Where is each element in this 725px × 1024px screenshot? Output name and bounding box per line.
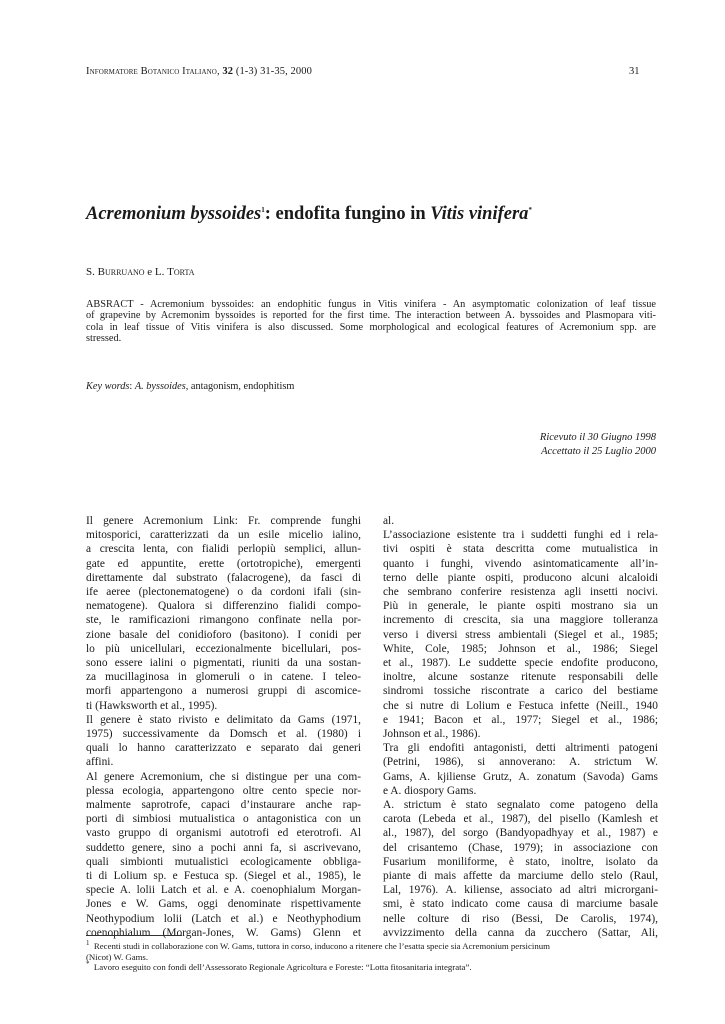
footnotes <box>86 941 656 973</box>
body-text-line: ste, le ramificazioni rimangono confinate nella por- <box>86 614 361 627</box>
body-text-line: verso i diversi stress ambientali (Siegel et al., 1985; <box>383 628 658 641</box>
abstract-line: cola in leaf tissue of Vitis vinifera is also discussed. Some morphological and ecological features of Acremonium spp. are <box>86 321 656 333</box>
body-text-line: Al genere Acremonium, che si distingue per una com- <box>86 770 361 783</box>
journal-name: Informatore Botanico Italiano, <box>86 66 220 77</box>
keywords <box>86 381 294 392</box>
footnote-2-mark: * <box>86 960 90 969</box>
received-date: Ricevuto il 30 Giugno 1998 <box>539 432 656 443</box>
author-1-initial: S. <box>86 266 98 278</box>
abstract-line: ABSRACT - Acremonium byssoides: an endophitic fungus in Vitis vinifera - An asymptomatic colonization of leaf tissue <box>86 299 656 310</box>
footnote-1-mark: 1 <box>86 939 90 948</box>
title-footnote-mark-2: * <box>528 205 532 214</box>
footnote-1-line: (Nicot) W. Gams. <box>86 951 149 962</box>
body-text-line: porti di simbiosi mutualistica o antagonistica con un <box>86 813 361 826</box>
body-text-line: L’associazione esistente tra i suddetti funghi ed i rela- <box>383 529 658 542</box>
body-text-line: del crisantemo (Chase, 1979); in associazione con <box>383 841 658 854</box>
footnote-divider <box>86 935 182 936</box>
body-text-line: quali lo hanno caratterizzato e separato dai generi <box>86 742 361 755</box>
title-text: : endofita fungino in <box>264 204 431 224</box>
body-text-line: e A. diospory Gams. <box>383 784 477 797</box>
body-text-line: direttamente dal substrato (falacrogene), da fasci di <box>86 571 361 584</box>
body-text-line: White, Cole, 1985; Johnson et al., 1986; Siegel <box>383 642 658 655</box>
body-text-line: Più in generale, le piante ospiti mostrano sia un <box>383 600 658 613</box>
accepted-date: Accettato il 25 Luglio 2000 <box>541 446 656 457</box>
body-text-line: sindromi tossiche riscontrate a carico del bestiame <box>383 685 658 698</box>
body-text-line: nematogene). Qualora si differenzino fialidi compo- <box>86 600 361 613</box>
author-1-surname: Burruano <box>97 266 145 278</box>
body-text-line: Johnson et al., 1986). <box>383 728 481 741</box>
body-text-line: Il genere Acremonium Link: Fr. comprende funghi <box>86 515 361 527</box>
body-text-line: suddetto genere, sino a pochi anni fa, si ascrivevano, <box>86 841 361 854</box>
body-text-line: nelle colture di riso (Bessi, De Carolis, 1974), <box>383 912 658 925</box>
body-text-line: Tra gli endofiti antagonisti, detti altrimenti patogeni <box>383 742 658 755</box>
body-text-line: Neothypodium lolii (Latch et al.) e Neothyphodium <box>86 912 361 925</box>
issue-pages: (1-3) 31-35, 2000 <box>235 66 312 77</box>
body-text-line: gate ed appuntite, erette (ortotropiche), emergenti <box>86 557 361 570</box>
title-species-2: Vitis vinifera <box>430 204 529 224</box>
body-text-line: che sembrano conferire resistenza agli insetti nocivi. <box>383 586 658 599</box>
body-text-line: za mucillaginosa in glomeruli o in catene. I teleo- <box>86 671 361 684</box>
author-conjunction: e L. <box>144 266 168 278</box>
body-text-line: affini. <box>86 756 114 769</box>
keywords-species: A. byssoides <box>134 381 186 392</box>
volume-number: 32 <box>222 66 234 77</box>
body-text-line: avvizzimento della canna da zucchero (Sattar, Ali, <box>383 926 658 939</box>
body-text-line: ife aeree (plectonematogene) o da cordoni ifali (sin- <box>86 586 361 599</box>
body-text-line: Gams, A. kjiliense Grutz, A. zonatum (Savoda) Gams <box>383 770 658 783</box>
keywords-rest: , antagonism, endophitism <box>185 381 295 392</box>
body-text-line: tivi ospiti è stata descritta come mutualistica in <box>383 543 658 556</box>
body-text-line: terno delle piante ospiti, producono alcuni alcaloidi <box>383 571 658 584</box>
body-text-line: lo più unicellulari, eccezionalmente bicellulari, pos- <box>86 642 361 655</box>
abstract-line: stressed. <box>86 332 122 344</box>
body-text-line: Lal, 1976). A. kiliense, associato ad altri microrgani- <box>383 884 658 897</box>
body-text-line: Il genere è stato rivisto e delimitato da Gams (1971, <box>86 713 361 726</box>
body-left-column <box>86 514 361 940</box>
body-text-line: vasto gruppo di organismi autotrofi ed eterotrofi. Al <box>86 827 361 840</box>
body-right-column <box>383 514 658 940</box>
received-dates <box>540 431 656 459</box>
body-text-line: coenophialum (Morgan-Jones, W. Gams) Glenn et <box>86 926 361 939</box>
keywords-colon: : <box>129 381 135 392</box>
body-text-line: A. strictum è stato segnalato come patogeno della <box>383 799 658 812</box>
page-number: 31 <box>629 66 640 77</box>
body-text-line: malmente saprotrofe, capaci d’instaurare anche rap- <box>86 799 361 812</box>
body-text-line: che si nutre di Lolium e Festuca infette (Neill., 1940 <box>383 699 658 712</box>
footnote-1-line: Recenti studi in collaborazione con W. Gams, tuttora in corso, inducono a ritenere che l’esatta specie sia Acremonium persicinum <box>93 941 550 951</box>
body-text-line: 1975) successivamente da Domsch et al. (1980) i <box>86 728 361 741</box>
title-footnote-mark-1: 1 <box>261 205 265 214</box>
body-text-line: morfi appartengono a numerosi gruppi di ascomice- <box>86 685 361 698</box>
body-text-line: inoltre, alcune sostanze ritenute responsabili delle <box>383 671 658 684</box>
body-text-line: ti (Hawksworth et al., 1995). <box>86 699 218 712</box>
body-text-line: quanto i funghi, vivendo asintomaticamente all’in- <box>383 557 658 570</box>
body-text-line: carota (Lebeda et al., 1987), del pisello (Kamlesh et <box>383 813 658 826</box>
body-text-line: e 1941; Bacon et al., 1977; Siegel et al., 1986; <box>383 713 658 726</box>
body-text-line: Fusarium moniliforme, è stato, inoltre, isolato da <box>383 855 658 868</box>
footnote-2-text: Lavoro eseguito con fondi dell’Assessorato Regionale Agricoltura e Foreste: “Lotta fitosanitaria integrata”. <box>93 962 472 973</box>
body-text-line: piante di mais affette da marciume dello stelo (Raul, <box>383 870 658 883</box>
body-text-line: mitosporici, caratterizzati da un esile micelio ialino, <box>86 529 361 542</box>
footnote-2 <box>86 962 656 973</box>
body-text-line: a crescita lenta, con fialidi perlopiù semplici, allun- <box>86 543 361 556</box>
body-text-line: al., 1987), del sorgo (Bandyopadhyay et al., 1987) e <box>383 827 658 840</box>
body-text-line: quali simbionti mutualistici ecologicamente obbliga- <box>86 855 361 868</box>
body-text-line: al. <box>383 515 395 527</box>
keywords-label: Key words <box>86 381 130 392</box>
authors <box>86 266 195 278</box>
body-text-line: specie A. lolii Latch et al. e A. coenophialum Morgan- <box>86 884 361 897</box>
body-text-line: et al., 1987). Le suddette specie endofite producono, <box>383 657 658 670</box>
footnote-1 <box>86 941 656 962</box>
title-species-1: Acremonium byssoides <box>86 204 262 224</box>
body-text-line: zione basale del conidioforo (basitono). I conidi per <box>86 628 361 641</box>
abstract <box>86 299 656 344</box>
body-text-line: (Petrini, 1986), si annoverano: A. strictum W. <box>383 756 658 769</box>
article-title <box>86 204 646 225</box>
body-text-line: smi, è stato indicato come causa di marciume basale <box>383 898 658 911</box>
body-text-line: incremento di crescita, sia una maggiore tolleranza <box>383 614 658 627</box>
body-text-line: ti di Lolium sp. e Festuca sp. (Siegel et al., 1985), le <box>86 870 361 883</box>
abstract-line: of grapevine by Acremonim byssoides is reported for the first time. The interaction between A. byssoides and Plasmopara viti- <box>86 310 656 322</box>
author-2-surname: Torta <box>167 266 195 278</box>
running-head <box>86 66 312 77</box>
body-text-line: sono essere ialini o pigmentati, riuniti da una sostan- <box>86 657 361 670</box>
body-text-line: Jones e W. Gams, oggi denominate rispettivamente <box>86 898 361 911</box>
body-text-line: plessa ecologia, appartengono oltre cento specie nor- <box>86 784 361 797</box>
